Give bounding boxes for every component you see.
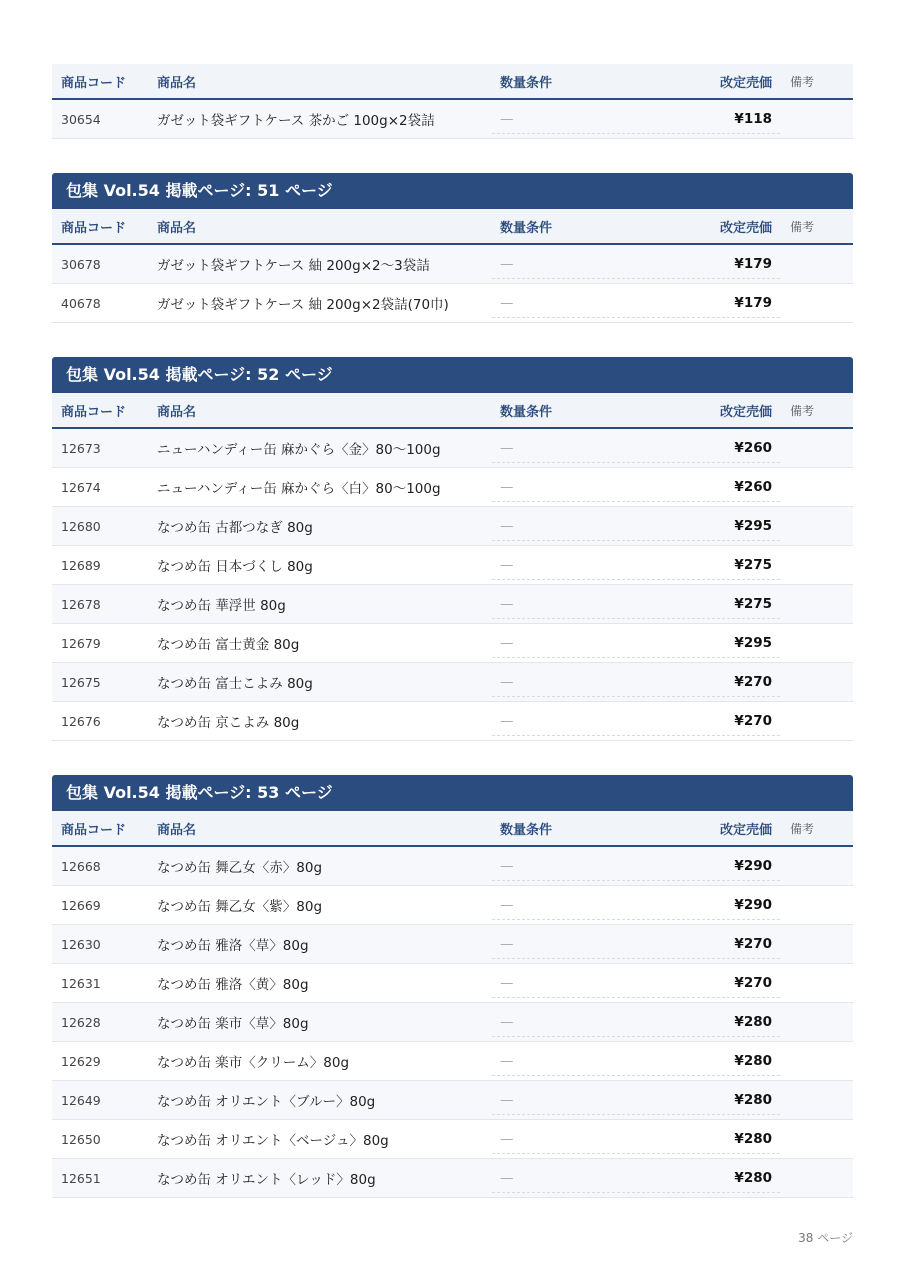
cell-code: 12650 (61, 1131, 101, 1147)
cell-qty: — (492, 284, 662, 322)
column-header-qty: 数量条件 (500, 220, 553, 236)
cell-qty: — (492, 702, 662, 740)
cell-qty: — (492, 847, 662, 885)
cell-qty: — (492, 245, 662, 283)
table-row (52, 1120, 853, 1159)
cell-qty: — (492, 585, 662, 623)
column-header-code: 商品コード (61, 75, 127, 91)
price-section (52, 64, 853, 139)
cell-qty: — (492, 1003, 662, 1041)
cell-qty: — (492, 964, 662, 1002)
cell-code: 12689 (61, 557, 101, 573)
cell-name: なつめ缶 雅洛〈草〉80g (157, 938, 309, 954)
cell-price: ¥295 (734, 518, 772, 534)
cell-code: 12680 (61, 518, 101, 534)
price-list-page (52, 64, 853, 1232)
column-header-note: 備考 (790, 219, 815, 234)
column-header-price: 改定売価 (719, 75, 772, 91)
column-header-qty: 数量条件 (500, 75, 553, 91)
cell-name: なつめ缶 雅洛〈黄〉80g (157, 977, 309, 993)
section-title: 包集 Vol.54 掲載ページ: 53 ページ (52, 775, 853, 811)
table-row (52, 546, 853, 585)
cell-name: ガゼット袋ギフトケース 紬 200g×2袋詰(70巾) (157, 297, 449, 313)
cell-code: 12678 (61, 596, 101, 612)
table-row (52, 585, 853, 624)
cell-price: ¥295 (734, 635, 772, 651)
table-header (52, 64, 853, 100)
table-header (52, 209, 853, 245)
cell-price: ¥280 (734, 1170, 772, 1186)
cell-price: ¥270 (734, 674, 772, 690)
cell-name: ニューハンディー缶 麻かぐら〈金〉80〜100g (157, 442, 441, 458)
cell-qty: — (492, 624, 662, 662)
column-header-name: 商品名 (157, 220, 197, 236)
section-title: 包集 Vol.54 掲載ページ: 52 ページ (52, 357, 853, 393)
cell-qty: — (492, 468, 662, 506)
column-header-name: 商品名 (157, 75, 197, 91)
cell-price: ¥290 (734, 858, 772, 874)
column-header-price: 改定売価 (719, 220, 772, 236)
cell-price: ¥270 (734, 975, 772, 991)
cell-code: 12673 (61, 440, 101, 456)
cell-name: ガゼット袋ギフトケース 紬 200g×2〜3袋詰 (157, 258, 430, 274)
cell-qty: — (492, 546, 662, 584)
column-header-name: 商品名 (157, 822, 197, 838)
table-row (52, 1042, 853, 1081)
cell-qty: — (492, 507, 662, 545)
cell-qty: — (492, 1159, 662, 1197)
table-row (52, 245, 853, 284)
table-row (52, 1081, 853, 1120)
table-row (52, 624, 853, 663)
cell-qty: — (492, 100, 662, 138)
cell-name: なつめ缶 日本づくし 80g (157, 559, 313, 575)
cell-name: なつめ缶 舞乙女〈紫〉80g (157, 899, 323, 915)
cell-name: なつめ缶 オリエント〈レッド〉80g (157, 1172, 376, 1188)
table-row (52, 847, 853, 886)
cell-code: 12631 (61, 975, 101, 991)
table-row (52, 886, 853, 925)
cell-name: なつめ缶 京こよみ 80g (157, 715, 300, 731)
cell-price: ¥275 (734, 557, 772, 573)
cell-price: ¥280 (734, 1014, 772, 1030)
cell-name: なつめ缶 オリエント〈ブルー〉80g (157, 1094, 376, 1110)
cell-price: ¥275 (734, 596, 772, 612)
cell-code: 12628 (61, 1014, 101, 1030)
column-header-note: 備考 (790, 403, 815, 418)
cell-code: 12668 (61, 858, 101, 874)
table-row (52, 964, 853, 1003)
table-row (52, 284, 853, 323)
column-header-qty: 数量条件 (500, 404, 553, 420)
column-header-qty: 数量条件 (500, 822, 553, 838)
table-row (52, 507, 853, 546)
cell-qty: — (492, 429, 662, 467)
cell-qty: — (492, 1081, 662, 1119)
cell-price: ¥280 (734, 1092, 772, 1108)
table-row (52, 1159, 853, 1198)
column-header-code: 商品コード (61, 822, 127, 838)
cell-name: なつめ缶 オリエント〈ベージュ〉80g (157, 1133, 389, 1149)
table-row (52, 702, 853, 741)
price-section (52, 357, 853, 741)
column-header-price: 改定売価 (719, 822, 772, 838)
cell-name: なつめ缶 楽市〈草〉80g (157, 1016, 309, 1032)
cell-price: ¥280 (734, 1131, 772, 1147)
cell-price: ¥280 (734, 1053, 772, 1069)
cell-code: 12651 (61, 1170, 101, 1186)
cell-name: ニューハンディー缶 麻かぐら〈白〉80〜100g (157, 481, 441, 497)
section-title: 包集 Vol.54 掲載ページ: 51 ページ (52, 173, 853, 209)
cell-code: 30678 (61, 256, 101, 272)
cell-code: 12629 (61, 1053, 101, 1069)
table-row (52, 1003, 853, 1042)
cell-qty: — (492, 925, 662, 963)
cell-price: ¥270 (734, 936, 772, 952)
column-header-name: 商品名 (157, 404, 197, 420)
cell-qty: — (492, 663, 662, 701)
table-row (52, 925, 853, 964)
cell-code: 12675 (61, 674, 101, 690)
cell-price: ¥290 (734, 897, 772, 913)
cell-name: なつめ缶 舞乙女〈赤〉80g (157, 860, 323, 876)
cell-price: ¥270 (734, 713, 772, 729)
cell-price: ¥179 (734, 295, 772, 311)
cell-code: 30654 (61, 111, 101, 127)
column-header-price: 改定売価 (719, 404, 772, 420)
table-header (52, 393, 853, 429)
cell-name: なつめ缶 古都つなぎ 80g (157, 520, 313, 536)
cell-price: ¥118 (734, 111, 772, 127)
cell-name: なつめ缶 富士黄金 80g (157, 637, 300, 653)
price-section (52, 173, 853, 323)
table-header (52, 811, 853, 847)
cell-qty: — (492, 1120, 662, 1158)
table-row (52, 100, 853, 139)
column-header-code: 商品コード (61, 220, 127, 236)
column-header-note: 備考 (790, 821, 815, 836)
cell-name: なつめ缶 華浮世 80g (157, 598, 286, 614)
cell-code: 12679 (61, 635, 101, 651)
cell-price: ¥260 (734, 440, 772, 456)
column-header-code: 商品コード (61, 404, 127, 420)
cell-code: 40678 (61, 295, 101, 311)
cell-code: 12630 (61, 936, 101, 952)
cell-code: 12674 (61, 479, 101, 495)
column-header-note: 備考 (790, 74, 815, 89)
cell-code: 12649 (61, 1092, 101, 1108)
cell-name: ガゼット袋ギフトケース 茶かご 100g×2袋詰 (157, 113, 435, 129)
table-row (52, 429, 853, 468)
cell-qty: — (492, 1042, 662, 1080)
cell-name: なつめ缶 楽市〈クリーム〉80g (157, 1055, 350, 1071)
table-row (52, 663, 853, 702)
price-section (52, 775, 853, 1198)
cell-price: ¥179 (734, 256, 772, 272)
table-row (52, 468, 853, 507)
cell-qty: — (492, 886, 662, 924)
cell-price: ¥260 (734, 479, 772, 495)
page-number: 38 ページ (798, 1231, 853, 1245)
cell-code: 12676 (61, 713, 101, 729)
cell-name: なつめ缶 富士こよみ 80g (157, 676, 313, 692)
cell-code: 12669 (61, 897, 101, 913)
